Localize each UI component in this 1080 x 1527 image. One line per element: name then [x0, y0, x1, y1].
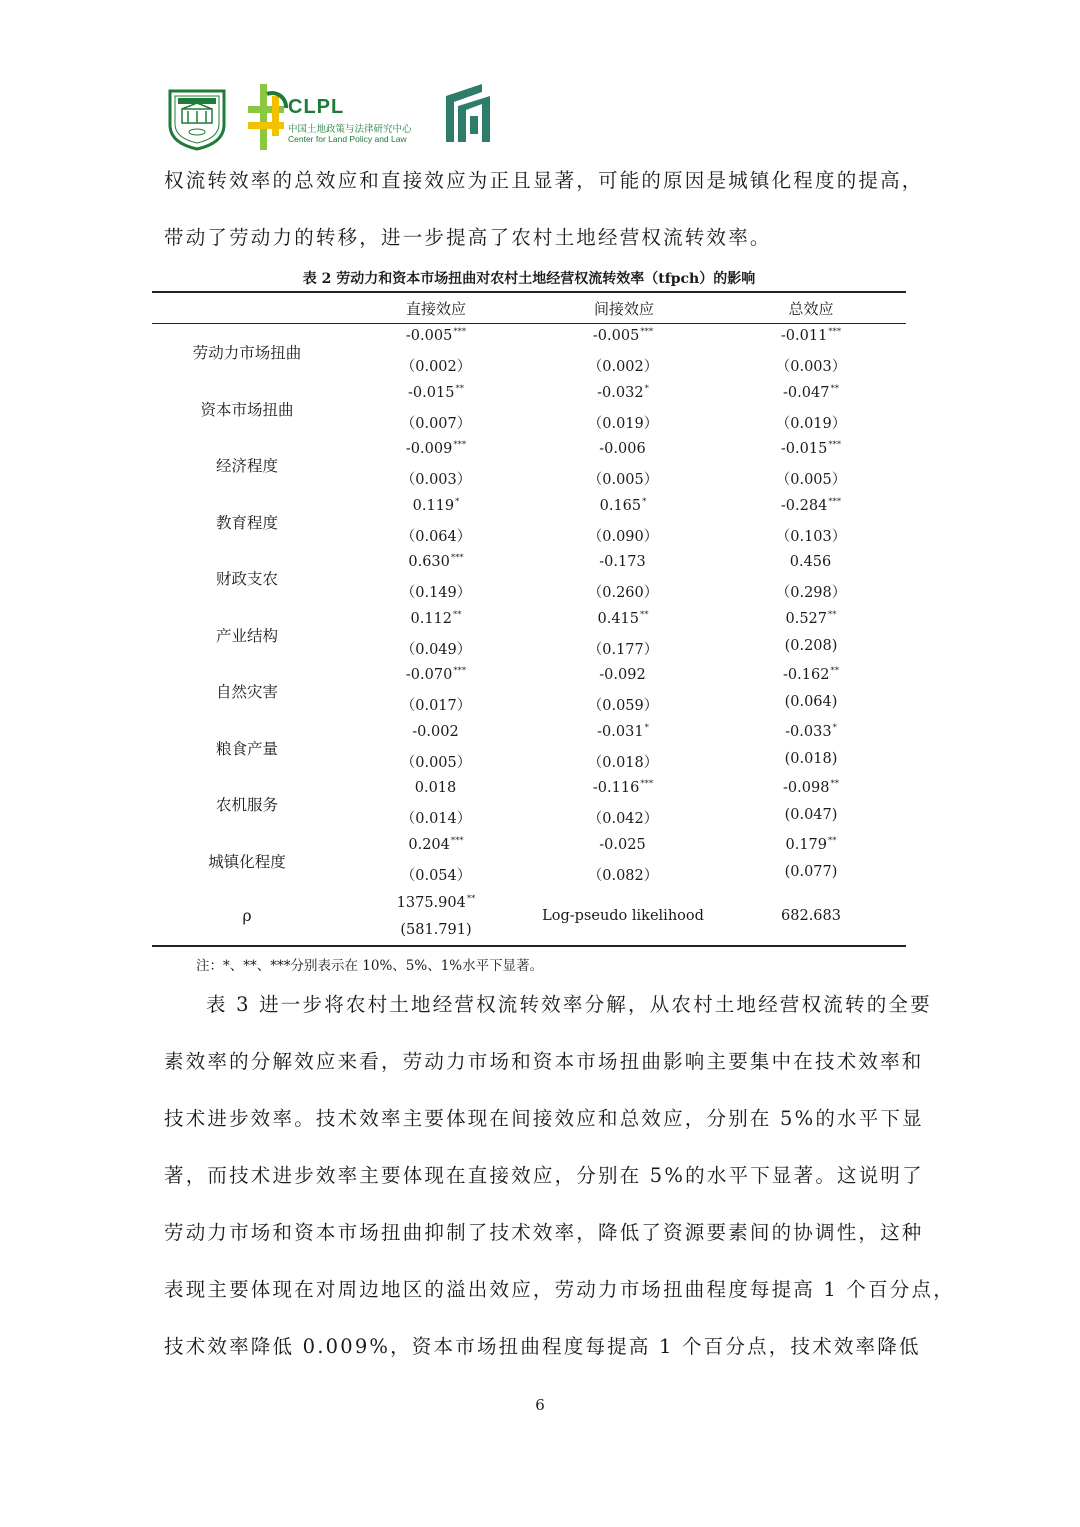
row-label: 经济程度: [215, 457, 278, 475]
body-line-bottom-5: 劳动力市场和资本市场扭曲抑制了技术效率，降低了资源要素间的协调性，这种: [164, 1221, 924, 1244]
std-error-cell: （0.005）: [775, 472, 847, 488]
coef-value: 0.456: [789, 554, 832, 570]
clpl-name: CLPL: [288, 96, 345, 118]
std-error-cell: （0.177）: [587, 641, 659, 658]
std-error-cell: （0.059）: [587, 698, 659, 714]
body-line-bottom-6: 表现主要体现在对周边地区的溢出效应，劳动力市场扭曲程度每提高 1 个百分点，: [164, 1278, 955, 1301]
coef-value: -0.162: [783, 667, 830, 683]
significance-stars: **: [640, 609, 649, 620]
coef-value: 0.630: [408, 554, 450, 570]
coef-value: -0.173: [599, 554, 646, 570]
std-error-cell: （0.082）: [587, 867, 659, 884]
std-error-cell: （0.019）: [587, 415, 659, 432]
significance-stars: ***: [453, 440, 467, 450]
std-error-cell: (0.018): [784, 750, 838, 767]
row-label: 教育程度: [215, 513, 278, 532]
coef-cell: [341, 723, 531, 740]
significance-stars: ***: [450, 835, 464, 846]
significance-stars: *: [832, 722, 837, 733]
body-line-bottom-4: 著，而技术进步效率主要体现在直接效应，分别在 5%的水平下显著。这说明了: [164, 1164, 924, 1187]
std-error-cell: （0.260）: [587, 585, 659, 601]
body-line-top-2: 带动了劳动力的转移，进一步提高了农村土地经营权流转效率。: [164, 226, 772, 249]
coef-value: -0.015: [780, 441, 828, 457]
std-error-cell: （0.103）: [775, 528, 847, 545]
significance-stars: **: [453, 609, 462, 620]
row-label: 劳动力市场扭曲: [192, 344, 302, 362]
coef-value: -0.005: [405, 328, 453, 344]
table-caption: 表 2 劳动力和资本市场扭曲对农村土地经营权流转效率（tfpch）的影响: [302, 271, 756, 287]
coef-value: -0.031: [597, 723, 644, 740]
coef-cell: [716, 553, 906, 570]
significance-stars: *: [642, 496, 647, 507]
coef-cell: [528, 610, 718, 627]
coef-cell: [716, 327, 906, 344]
header-direct-effect: 直接效应: [405, 300, 466, 318]
header-logos: [160, 82, 520, 152]
coef-cell: [528, 440, 718, 457]
coef-value: -0.098: [783, 780, 830, 796]
significance-stars: ***: [640, 779, 654, 789]
body-line-bottom-3: 技术进步效率。技术效率主要体现在间接效应和总效应，分别在 5%的水平下显: [164, 1107, 924, 1130]
row-label: 产业结构: [215, 626, 278, 645]
coef-cell: [716, 497, 906, 514]
body-line-bottom-2: 素效率的分解效应来看，劳动力市场和资本市场扭曲影响主要集中在技术效率和: [164, 1050, 924, 1073]
coef-cell: [341, 440, 531, 457]
significance-stars: **: [830, 779, 839, 789]
significance-stars: **: [828, 835, 837, 846]
rho-se: (581.791): [400, 922, 472, 938]
std-error-cell: (0.047): [784, 807, 838, 823]
coef-value: -0.032: [597, 384, 644, 401]
row-label: 资本市场扭曲: [200, 400, 294, 419]
row-label: 粮食产量: [215, 739, 278, 758]
coef-value: -0.025: [599, 836, 646, 853]
clpl-english-name: Center for Land Policy and Law: [288, 134, 407, 144]
header-indirect-effect: 间接效应: [593, 300, 654, 318]
significance-stars: **: [830, 383, 839, 394]
coef-cell: [528, 723, 718, 740]
significance-stars: **: [455, 383, 464, 394]
row-label: 自然灾害: [215, 683, 278, 701]
significance-stars: ***: [450, 553, 464, 563]
significance-stars: *: [455, 496, 460, 507]
coef-value: -0.092: [599, 667, 646, 683]
std-error-cell: （0.064）: [400, 528, 472, 545]
coef-cell: [341, 384, 531, 401]
rho-coef: 1375.904: [396, 895, 466, 911]
coef-value: 0.527: [785, 610, 827, 627]
std-error-cell: (0.077): [784, 863, 838, 880]
coef-cell: [341, 327, 531, 344]
std-error-cell: （0.005）: [587, 472, 659, 488]
row-label: 城镇化程度: [208, 852, 286, 871]
coef-cell: [716, 666, 906, 683]
coef-value: 0.018: [414, 780, 457, 796]
coef-cell: [528, 836, 718, 853]
body-line-bottom-1: 表 3 进一步将农村土地经营权流转效率分解，从农村土地经营权流转的全要: [206, 993, 932, 1016]
coef-value: -0.047: [783, 384, 830, 401]
log-likelihood-value: 682.683: [781, 908, 841, 924]
page-number: 6: [535, 1396, 545, 1414]
significance-stars: **: [830, 666, 839, 676]
coef-cell: [716, 440, 906, 457]
std-error-cell: （0.005）: [400, 754, 472, 771]
std-error-cell: （0.002）: [400, 359, 472, 375]
clpl-chinese-name: 中国土地政策与法律研究中心: [288, 124, 412, 135]
coef-value: 0.415: [597, 610, 639, 627]
std-error-cell: （0.003）: [775, 359, 847, 375]
coef-cell: [716, 779, 906, 796]
coef-value: -0.070: [405, 667, 453, 683]
coef-cell: [716, 384, 906, 401]
coef-value: 0.165: [599, 497, 642, 514]
coef-cell: [528, 327, 718, 344]
std-error-cell: （0.002）: [587, 359, 659, 375]
std-error-cell: (0.208): [784, 637, 838, 654]
rho-value: [341, 894, 531, 911]
coef-value: -0.116: [592, 780, 640, 796]
log-likelihood-label: Log-pseudo likelihood: [542, 908, 704, 924]
coef-value: -0.005: [592, 328, 640, 344]
std-error-cell: （0.007）: [400, 415, 472, 432]
coef-cell: [528, 666, 718, 683]
coef-cell: [716, 723, 906, 740]
coef-value: 0.112: [410, 610, 452, 627]
coef-value: -0.006: [599, 441, 646, 457]
coef-value: -0.002: [412, 723, 459, 740]
coef-value: -0.009: [405, 441, 453, 457]
coef-cell: [341, 553, 531, 570]
table-header-rule: [152, 323, 906, 324]
std-error-cell: （0.090）: [587, 528, 659, 545]
table-top-rule: [152, 291, 906, 293]
coef-value: -0.284: [780, 497, 828, 514]
coef-value: 0.119: [412, 497, 455, 514]
std-error-cell: （0.054）: [400, 867, 472, 884]
std-error-cell: （0.014）: [400, 811, 472, 827]
coef-cell: [528, 497, 718, 514]
coef-value: 0.179: [785, 836, 827, 853]
coef-cell: [341, 497, 531, 514]
coef-value: -0.015: [408, 384, 455, 401]
significance-stars: ***: [453, 666, 467, 676]
std-error-cell: （0.018）: [587, 754, 659, 771]
coef-cell: [716, 836, 906, 853]
rho-stars: **: [466, 894, 476, 904]
row-label: 农机服务: [215, 796, 278, 814]
coef-value: 0.204: [408, 836, 450, 853]
significance-stars: ***: [453, 327, 467, 337]
std-error-cell: （0.042）: [587, 811, 659, 827]
std-error-cell: （0.003）: [400, 472, 472, 488]
std-error-cell: （0.298）: [775, 585, 847, 601]
significance-stars: ***: [828, 496, 842, 507]
rho-label: ρ: [242, 907, 252, 925]
coef-cell: [528, 553, 718, 570]
significance-stars: ***: [828, 440, 842, 450]
coef-cell: [528, 779, 718, 796]
std-error-cell: （0.017）: [400, 698, 472, 714]
body-line-bottom-7: 技术效率降低 0.009%，资本市场扭曲程度每提高 1 个百分点，技术效率降低: [164, 1335, 921, 1358]
significance-stars: ***: [640, 327, 654, 337]
coef-cell: [528, 384, 718, 401]
coef-value: -0.033: [785, 723, 832, 740]
coef-value: -0.011: [780, 328, 828, 344]
coef-cell: [716, 610, 906, 627]
university-seal-logo: [164, 85, 230, 151]
building-logo: [444, 82, 496, 144]
table-note: 注：*、**、***分别表示在 10%、5%、1%水平下显著。: [196, 958, 544, 974]
coef-cell: [341, 666, 531, 683]
coef-cell: [341, 836, 531, 853]
coef-cell: [341, 610, 531, 627]
significance-stars: ***: [828, 327, 842, 337]
coef-cell: [341, 779, 531, 796]
significance-stars: **: [828, 609, 837, 620]
std-error-cell: (0.064): [784, 694, 838, 710]
significance-stars: *: [644, 383, 649, 394]
std-error-cell: （0.049）: [400, 641, 472, 658]
significance-stars: *: [644, 722, 649, 733]
row-label: 财政支农: [215, 570, 278, 588]
std-error-cell: （0.019）: [775, 415, 847, 432]
table-bottom-rule: [152, 945, 906, 947]
std-error-cell: （0.149）: [400, 585, 472, 601]
header-total-effect: 总效应: [788, 300, 834, 318]
body-line-top-1: 权流转效率的总效应和直接效应为正且显著，可能的原因是城镇化程度的提高，: [164, 169, 924, 192]
